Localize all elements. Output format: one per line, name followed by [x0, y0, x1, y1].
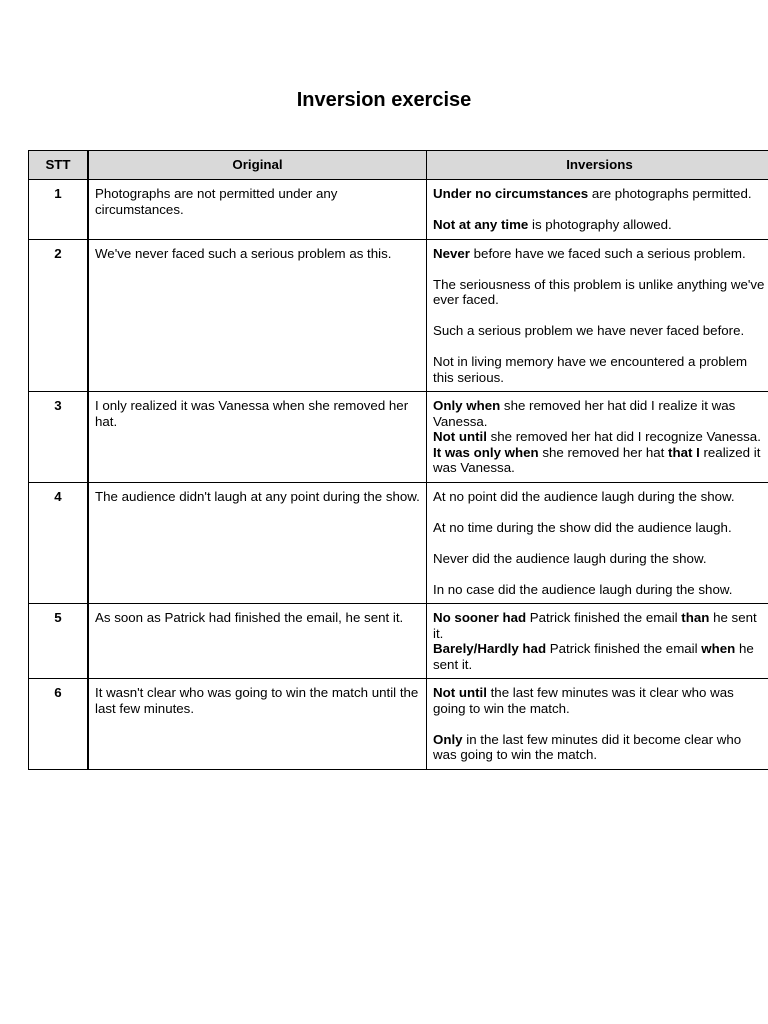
inversion-keyword: No sooner had: [433, 610, 527, 625]
row-number: 1: [29, 180, 89, 240]
page-title: Inversion exercise: [296, 89, 472, 111]
table-body: [29, 180, 768, 770]
inversion-text: At no time during the show did the audience laugh.: [433, 519, 732, 535]
row-number: 2: [29, 239, 89, 392]
original-sentence: We've never faced such a serious problem as this.: [88, 239, 427, 392]
inversion-sentence: [433, 277, 766, 308]
inversion-keyword: Not at any time: [433, 217, 529, 232]
inversion-keyword: Not until: [433, 685, 487, 700]
inversion-text: before have we faced such a serious problem.: [469, 245, 746, 261]
table-row: [29, 239, 768, 392]
inversion-sentence: [433, 323, 766, 339]
table-row: [29, 604, 768, 679]
inversion-keyword: Only when: [433, 398, 501, 413]
inversion-sentence: [433, 641, 766, 672]
inversion-sentence: [433, 551, 766, 567]
inversion-sentence: [433, 398, 766, 429]
inversions-cell: [427, 239, 768, 392]
original-sentence: Photographs are not permitted under any circumstances.: [88, 180, 427, 240]
table-header-row: [29, 151, 768, 180]
inversion-keyword: when: [701, 641, 736, 656]
inversion-keyword: Only: [433, 731, 463, 747]
table-row: [29, 679, 768, 770]
inversion-sentence: [433, 217, 766, 233]
inversion-keyword: Under no circumstances: [433, 186, 589, 201]
inversion-text: Never did the audience laugh during the show.: [433, 550, 707, 566]
inversion-text: he sent it.: [433, 610, 757, 641]
table-row: [29, 482, 768, 604]
original-sentence: I only realized it was Vanessa when she removed her hat.: [88, 392, 427, 483]
inversion-text: The seriousness of this problem is unlike anything we've ever faced.: [433, 276, 765, 307]
inversion-text: the last few minutes was it clear who was going to win the match.: [433, 685, 734, 716]
inversion-text: she removed her hat did I recognize Vanessa.: [486, 429, 761, 444]
inversion-sentence: [433, 445, 766, 476]
inversion-text: are photographs permitted.: [588, 186, 752, 201]
row-number: 3: [29, 392, 89, 483]
inversion-keyword: Not until: [433, 429, 487, 444]
inversion-keyword: It was only when: [433, 444, 539, 460]
inversion-text: Patrick finished the email: [546, 641, 702, 656]
header-inversions: Inversions: [427, 151, 768, 180]
inversion-text: realized it was Vanessa.: [433, 444, 761, 475]
inversion-table: [28, 150, 768, 770]
row-number: 5: [29, 604, 89, 679]
inversion-sentence: [433, 489, 766, 505]
table-row: [29, 392, 768, 483]
inversion-text: he sent it.: [433, 641, 754, 672]
inversion-text: Such a serious problem we have never faced before.: [433, 323, 745, 338]
inversion-sentence: [433, 685, 766, 716]
row-number: 4: [29, 482, 89, 604]
inversion-sentence: [433, 582, 766, 598]
original-sentence: The audience didn't laugh at any point during the show.: [88, 482, 427, 604]
inversion-sentence: [433, 429, 766, 445]
original-sentence: As soon as Patrick had finished the email, he sent it.: [88, 604, 427, 679]
inversion-sentence: [433, 246, 766, 262]
inversion-text: At no point did the audience laugh during the show.: [433, 488, 735, 504]
inversions-cell: [427, 392, 768, 483]
inversion-text: in the last few minutes did it become clear who was going to win the match.: [433, 731, 742, 762]
inversion-sentence: [433, 732, 766, 763]
original-sentence: It wasn't clear who was going to win the match until the last few minutes.: [88, 679, 427, 770]
inversions-cell: [427, 482, 768, 604]
inversion-keyword: than: [681, 610, 710, 625]
inversion-sentence: [433, 520, 766, 536]
inversion-text: is photography allowed.: [528, 217, 672, 232]
row-number: 6: [29, 679, 89, 770]
inversions-cell: [427, 679, 768, 770]
inversion-text: In no case did the audience laugh during the show.: [433, 581, 733, 597]
inversion-sentence: [433, 186, 766, 202]
inversion-text: Not in living memory have we encountered a problem this serious.: [433, 354, 748, 385]
inversion-text: Patrick finished the email: [526, 610, 682, 625]
table-row: [29, 180, 768, 240]
inversion-keyword: Barely/Hardly had: [433, 641, 547, 656]
inversion-keyword: Never: [433, 245, 470, 261]
header-stt: STT: [29, 151, 89, 180]
inversion-sentence: [433, 354, 766, 385]
inversion-keyword: that I: [668, 444, 700, 460]
header-original: Original: [88, 151, 427, 180]
inversion-text: she removed her hat: [538, 444, 669, 460]
inversions-cell: [427, 604, 768, 679]
inversions-cell: [427, 180, 768, 240]
inversion-sentence: [433, 610, 766, 641]
inversion-text: she removed her hat did I realize it was Vanessa.: [433, 398, 736, 429]
